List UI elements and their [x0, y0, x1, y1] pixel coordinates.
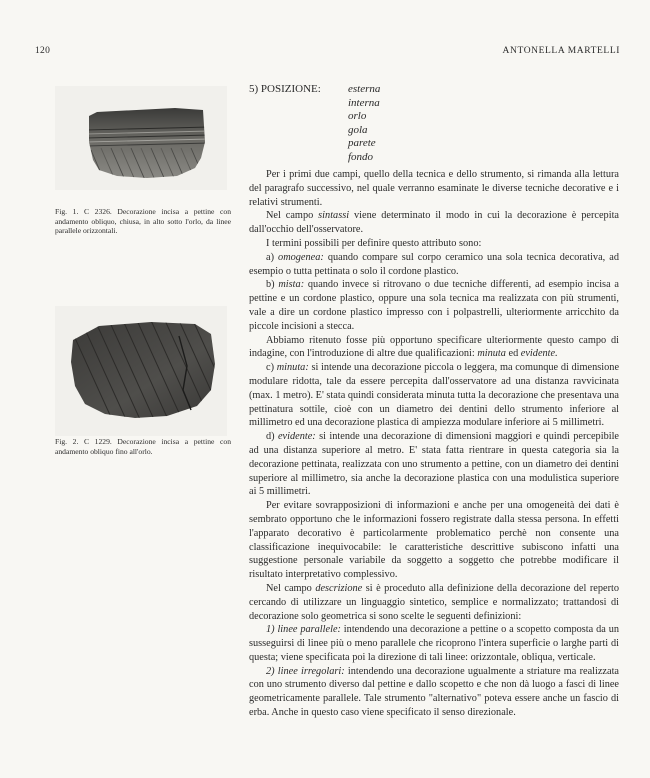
text-segment: b)	[266, 279, 279, 291]
text-segment: intendendo una decorazione a pettine o a scopetto composta da un susseguirsi di linee più o meno parallele che ricoprono l'intera superficie o larghe parti di questa; viene specificata poi la direzione di tali linee: orizzontale, obliqua, verticale.	[249, 624, 619, 663]
text-segment: quando compare sul corpo ceramico una sola tecnica decorativa, ad esempio o tutta pettinata o solo il cordone plastico.	[249, 251, 619, 277]
body-paragraph	[249, 168, 619, 209]
text-segment: Per i primi due campi, quello della tecnica e dello strumento, si rimanda alla lettura del paragrafo successivo, nel quale verranno esaminate le diverse tecniche decorative e i relativi strumenti.	[249, 169, 619, 208]
page-header	[0, 46, 650, 60]
body-paragraph	[249, 209, 619, 237]
italic-term: evidente.	[520, 348, 558, 360]
italic-term: descrizione	[315, 582, 363, 594]
body-text	[249, 168, 619, 720]
figure-2-photo	[55, 306, 227, 436]
text-segment: I termini possibili per definire questo attributo sono:	[266, 237, 482, 249]
body-paragraph	[249, 237, 619, 251]
text-segment: viene determinato il modo in cui la decorazione è percepita dall'occhio dell'osservatore.	[249, 210, 620, 236]
pottery-sherd-1-image	[55, 86, 227, 190]
running-head: ANTONELLA MARTELLI	[502, 46, 620, 56]
section-title: 5) POSIZIONE:	[249, 83, 321, 95]
position-value: interna	[348, 96, 380, 109]
text-segment: Per evitare sovrapposizioni di informazioni e anche per una omogeneità dei dati è sembrato opportuno che le informazioni fossero registrate dalla stessa persona. In effetti l'apparato decorativo è particolarmente problematico perchè non consente una classificazione inequivocabile: le caratteristiche descrittive subiscono infatti una suggestione personale variabile da soggetto a soggetto che potrebbe modificare il risultato interpretativo complessivo.	[249, 500, 619, 581]
text-segment: Nel campo	[266, 210, 319, 222]
text-segment: d)	[266, 431, 278, 443]
body-paragraph	[249, 361, 619, 430]
body-paragraph	[249, 278, 619, 333]
text-segment: quando invece si ritrovano o due tecniche differenti, ad esempio incisa a pettine e un cordone plastico, oppure una sola tecnica ma realizzata con più strumenti, vale a dire un cordone plastico impresso con i polpastrelli, ulteriormente arricchito da piccole incisioni a stecca.	[249, 279, 619, 332]
text-segment: c)	[266, 362, 277, 374]
body-paragraph	[249, 623, 619, 664]
text-segment: a)	[266, 251, 279, 263]
italic-term: mista:	[278, 279, 305, 291]
italic-term: evidente:	[277, 431, 316, 443]
position-value: gola	[348, 123, 368, 136]
italic-term: sintassi	[318, 210, 350, 222]
page-number: 120	[35, 46, 51, 56]
body-paragraph	[249, 334, 619, 362]
position-value: fondo	[348, 150, 374, 163]
italic-term: omogenea:	[278, 251, 324, 263]
position-value: esterna	[348, 83, 381, 95]
body-paragraph	[249, 251, 619, 279]
text-segment: ed	[505, 348, 521, 360]
position-value: orlo	[348, 110, 367, 123]
figure-2-caption: Fig. 2. C 1229. Decorazione incisa a pettine con andamento obliquo fino all'orlo.	[55, 437, 231, 456]
position-values-list	[348, 83, 428, 165]
text-segment: intendendo una decorazione ugualmente a striature ma realizzata con uno strumento diverso dal pettine e dallo scopetto e che non dà luogo a fasci di linee geometricamente parallele. Tale strumento "alternativo" poteva essere anche un fascio di erba. Anche in questo caso viene specificato il senso direzionale.	[249, 665, 619, 719]
text-segment: Abbiamo ritenuto fosse più opportuno specificare ulteriormente questo campo di indagine, con l'introduzione di altre due qualificazioni:	[249, 334, 619, 360]
pottery-sherd-2-image	[55, 306, 227, 436]
body-paragraph	[249, 665, 619, 720]
position-value: parete	[348, 137, 376, 150]
body-paragraph	[249, 430, 619, 499]
body-paragraph	[249, 582, 619, 623]
text-segment: si intende una decorazione di dimensioni maggiori e quindi percepibile ad una distanza superiore al metro. E' stata fatta rientrare in questa categoria sia la decorazione pettinata, realizzata con uno strumento a pettine, con un diametro dei dentini superiore al millimetro, sia anche la decorazione plastica con una modulistica superiore ai 5 millimetri.	[249, 431, 620, 498]
italic-term: 1) linee parallele:	[266, 624, 341, 636]
text-segment: Nel campo	[266, 582, 316, 594]
text-segment: si è proceduto alla definizione della decorazione del reperto cercando di utilizzare un linguaggio sintetico, semplice e normalizzato; trattandosi di decorazione solo geometrica si sono scelte le seguenti definizioni:	[249, 582, 620, 622]
figure-1-photo	[55, 86, 227, 190]
italic-term: 2) linee irregolari:	[266, 665, 345, 677]
italic-term: minuta	[477, 348, 506, 360]
text-segment: si intende una decorazione piccola o leggera, ma comunque di dimensione modulare ridotta, tale da essere percepita dall'osservatore ad una distanza ravvicinata (max. 1 metro). E' stata quindi considerata minuta tutta la decorazione che presentava una pettinatura sottile, cioè con un diametro dei dentini dello strumento inferiore al millimetro ed una decorazione plastica di ampiezza modulare inferiore ai 5 millimetri.	[249, 362, 620, 429]
figure-1-caption: Fig. 1. C 2326. Decorazione incisa a pettine con andamento obliquo, chiusa, in alto sotto l'orlo, da linee parallele orizzontali.	[55, 207, 231, 236]
body-paragraph	[249, 499, 619, 582]
italic-term: minuta:	[276, 362, 309, 374]
